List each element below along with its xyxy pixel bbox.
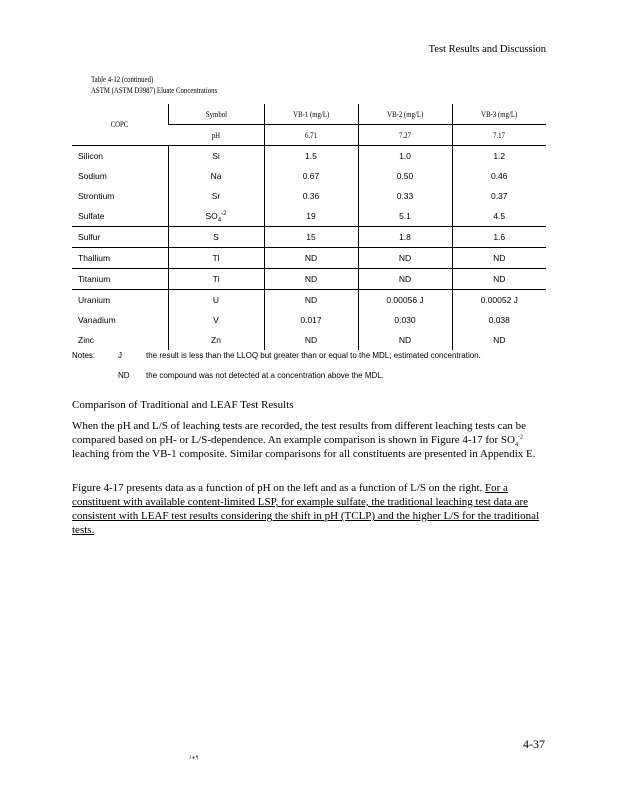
- so4-superscript: -2: [517, 434, 523, 441]
- copc-symbol: Tl: [168, 248, 264, 269]
- table-row: [72, 290, 546, 311]
- value-cell: 0.46: [452, 166, 546, 186]
- copc-name: Sodium: [78, 171, 107, 181]
- copc-name: Strontium: [78, 191, 115, 201]
- copc-symbol: Sr: [168, 186, 264, 206]
- value-cell: 0.038: [452, 310, 546, 330]
- copc-name: Titanium: [72, 269, 168, 290]
- note-text: the result is less than the LLOQ but greater than or equal to the MDL; estimated concentration.: [146, 351, 481, 360]
- page-number: 4-37: [523, 737, 545, 751]
- value-cell: 0.36: [264, 186, 358, 206]
- table-row: [72, 330, 546, 350]
- copc-name: Sulfur: [72, 227, 168, 248]
- value-cell: 15: [264, 227, 358, 248]
- value-cell: ND: [358, 330, 452, 350]
- eluate-concentrations-table: [72, 104, 546, 350]
- note-code: ND: [118, 371, 130, 380]
- copc-symbol: Zn: [168, 330, 264, 350]
- value-cell: ND: [358, 248, 452, 269]
- value-cell: ND: [264, 269, 358, 290]
- value-cell: 0.00052 J: [452, 290, 546, 311]
- copc-symbol: Ti: [168, 269, 264, 290]
- value-cell: 0.00056 J: [358, 290, 452, 311]
- symbol-superscript: -2: [221, 211, 227, 218]
- table-row: [72, 248, 546, 269]
- value-cell: 1.8: [358, 227, 452, 248]
- value-cell: 0.50: [358, 166, 452, 186]
- table-row: [72, 206, 546, 227]
- value-cell: ND: [452, 330, 546, 350]
- ph-value: 7.27: [358, 125, 452, 146]
- table-caption: [91, 74, 217, 96]
- value-cell: 1.6: [452, 227, 546, 248]
- so4-subscript: 4: [514, 442, 518, 449]
- symbol-header: Symbol: [168, 104, 264, 125]
- ph-value: 6.71: [264, 125, 358, 146]
- value-cell: 0.017: [264, 310, 358, 330]
- value-cell: ND: [452, 248, 546, 269]
- copc-symbol: $SO_4^{-2}$: [168, 206, 264, 227]
- value-cell: 5.1: [358, 206, 452, 227]
- value-cell: ND: [264, 330, 358, 350]
- table-row: [72, 166, 546, 186]
- value-cell: 1.0: [358, 146, 452, 167]
- copc-symbol: Si: [168, 146, 264, 167]
- value-cell: 0.37: [452, 186, 546, 206]
- ph-label: pH: [168, 125, 264, 146]
- table-row: [72, 269, 546, 290]
- value-cell: 0.67: [264, 166, 358, 186]
- footer-mark: J ♦ ¶: [189, 756, 199, 761]
- running-header: Test Results and Discussion: [428, 44, 546, 55]
- value-cell: 1.2: [452, 146, 546, 167]
- paragraph-1: When the pH and L/S of leaching tests are recorded, the test results from different leaching tests can be compared based on pH- or L/S-dependence. An example comparison is shown in Figure 4-17 for $SO_4^{-2}$ leaching from the VB-1 composite. Similar comparisons for all constituents are presented in Appendix E.: [72, 420, 536, 460]
- copc-name: Silicon: [78, 151, 104, 161]
- symbol-subscript: 4: [217, 217, 222, 224]
- ph-value: 7.17: [452, 125, 546, 146]
- copc-name: Sulfate: [78, 211, 105, 221]
- value-cell: 1.5: [264, 146, 358, 167]
- copc-name: Zinc: [78, 335, 95, 345]
- caption-line-2: ASTM (ASTM D3987) Eluate Concentrations: [91, 86, 218, 95]
- copc-symbol: Na: [168, 166, 264, 186]
- copc-symbol: V: [168, 310, 264, 330]
- value-cell: ND: [264, 248, 358, 269]
- value-cell: 0.33: [358, 186, 452, 206]
- value-cell: ND: [264, 290, 358, 311]
- value-cell: 0.030: [358, 310, 452, 330]
- column-header: VB-2 (mg/L): [358, 104, 452, 125]
- note-code: J: [118, 351, 122, 360]
- copc-name: Vanadium: [78, 315, 116, 325]
- table-row: [72, 310, 546, 330]
- table-row: [72, 186, 546, 206]
- paragraph-2: Figure 4-17 presents data as a function of pH on the left and as a function of L/S on the right. For a constituent with available content-limited LSP, for example sulfate, the traditional leaching test data are consistent with LEAF test results considering the shift in pH (TCLP) and the higher L/S for the traditional tests.: [72, 482, 540, 536]
- column-header: VB-1 (mg/L): [264, 104, 358, 125]
- table-header-row: [72, 104, 546, 125]
- note-text: the compound was not detected at a concentration above the MDL.: [146, 371, 384, 380]
- copc-symbol: U: [168, 290, 264, 311]
- value-cell: ND: [358, 269, 452, 290]
- column-header: VB-3 (mg/L): [452, 104, 546, 125]
- table-row: [72, 227, 546, 248]
- copc-name: Thallium: [72, 248, 168, 269]
- copc-header: COPC: [72, 104, 168, 146]
- table-row: [72, 146, 546, 167]
- value-cell: 19: [264, 206, 358, 227]
- underlined-text: For a constituent with available content-limited LSP, for example sulfate, the traditional leaching test data are consistent with LEAF test results considering the shift in pH (TCLP) and the higher L/S for the traditional tests.: [72, 482, 540, 536]
- copc-name: Uranium: [72, 290, 168, 311]
- copc-symbol: S: [168, 227, 264, 248]
- value-cell: ND: [452, 269, 546, 290]
- notes-label: Notes:: [72, 351, 96, 360]
- section-heading: Comparison of Traditional and LEAF Test Results: [72, 399, 294, 411]
- caption-line-1: Table 4-12 (continued): [91, 75, 154, 84]
- value-cell: 4.5: [452, 206, 546, 227]
